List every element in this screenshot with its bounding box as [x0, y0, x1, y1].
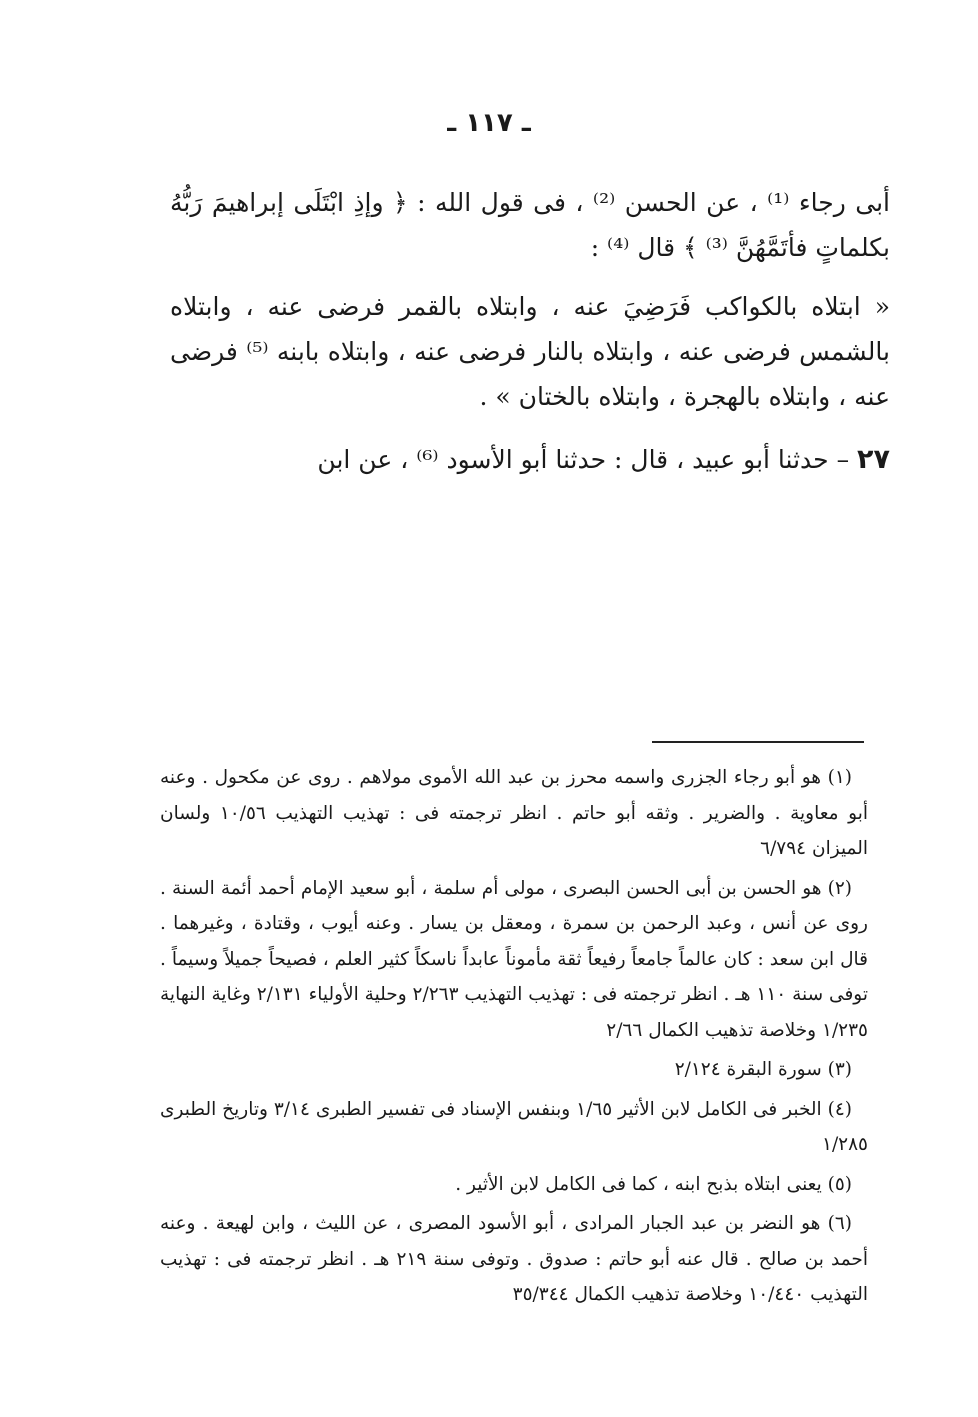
footnote-divider	[652, 741, 864, 743]
hadith-text: – حدثنا أبو عبيد ، قال : حدثنا أبو الأسود ⁽⁶⁾ ، عن ابن	[317, 445, 858, 474]
footnotes	[160, 760, 868, 1313]
main-text	[170, 180, 890, 482]
hadith-number: ٢٧	[857, 444, 890, 475]
footnote-3: (٣) سورة البقرة ٢/١٢٤	[674, 1059, 852, 1080]
footnote-2: (٢) هو الحسن بن أبى الحسن البصرى ، مولى أم سلمة ، أبو سعيد الإمام أحمد أئمة السنة . روى عن أنس ، وعبد الرحمن بن سمرة ، ومعقل بن يسار . وعنه أيوب ، وقتادة ، وغيرهما . قال ابن سعد : كان عالماً جامعاً رفيعاً ثقة مأموناً عابداً ناسكاً كثير العلم ، فصيحاً جميلاً وسيماً . توفى سنة ١١٠ هـ . انظر ترجمته فى : تهذيب التهذيب ٢/٢٦٣ وحلية الأولياء ٢/١٣١ وغاية النهاية ١/٢٣٥ وخلاصة تذهيب الكمال ٢/٦٦	[160, 877, 868, 1041]
footnote-5: (٥) يعنى ابتلاه بذبح ابنه ، كما فى الكامل لابن الأثير .	[455, 1173, 852, 1195]
main-paragraph-1: أبى رجاء ⁽¹⁾ ، عن الحسن ⁽²⁾ ، فى قول الله : ﴿ وإذِ ابْتَلَى إبراهيمَ رَبُّهُ بكلماتٍ فأتَمَّهُنَّ ⁽³⁾ ﴾ قال ⁽⁴⁾ :	[170, 188, 890, 262]
footnote-1: (١) هو أبو رجاء الجزرى واسمه محرز بن عبد الله الأموى مولاهم . روى عن مكحول . وعنه أبو معاوية . والضرير . وثقه أبو حاتم . انظر ترجمته فى : تهذيب التهذيب ١٠/٥٦ ولسان الميزان ٦/٧٩٤	[160, 767, 868, 859]
footnote-4: (٤) الخبر فى الكامل لابن الأثير ١/٦٥ وبنفس الإسناد فى تفسير الطبرى ٣/١٤ وتاريخ الطبرى ١/٢٨٥	[160, 1098, 868, 1155]
hadith-paragraph	[170, 437, 890, 482]
main-paragraph-2: « ابتلاه بالكواكب فَرَضِيَ عنه ، وابتلاه بالقمر فرضى عنه ، وابتلاه بالشمس فرضى عنه ، وابتلاه بالنار فرضى عنه ، وابتلاه بابنه ⁽⁵⁾ فرضى عنه ، وابتلاه بالهجرة ، وابتلاه بالختان » .	[170, 292, 890, 411]
page-number: ـ ١١٧ ـ	[447, 108, 531, 138]
footnote-6: (٦) هو النضر بن عبد الجبار المرادى ، أبو الأسود المصرى ، عن الليث ، وابن لهيعة . وعنه أحمد بن صالح . قال عنه أبو حاتم : صدوق . وتوفى سنة ٢١٩ هـ . انظر ترجمته فى : تهذيب التهذيب ١٠/٤٤٠ وخلاصة تذهيب الكمال ٣٥/٣٤٤	[160, 1213, 868, 1305]
